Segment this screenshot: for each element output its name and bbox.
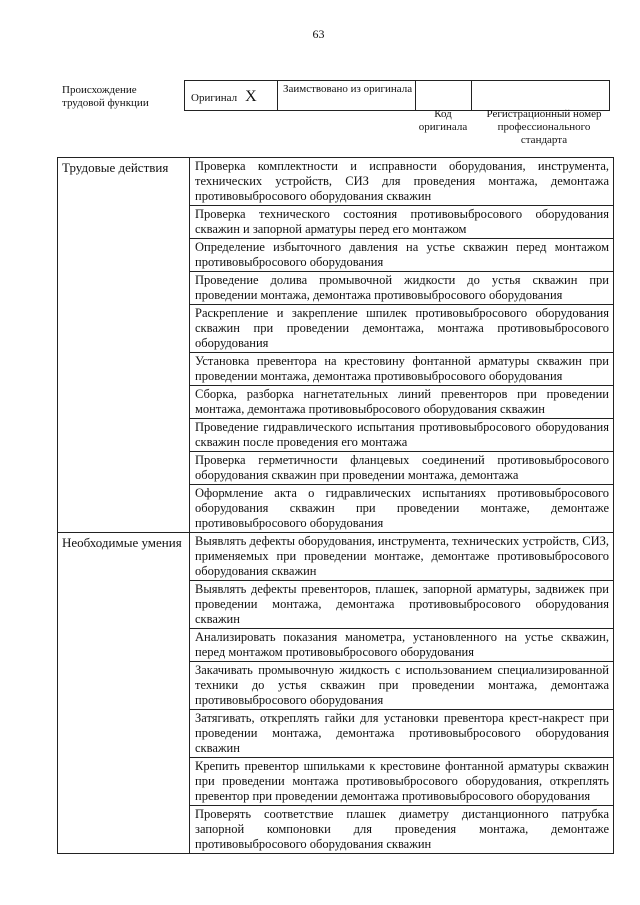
main-table (57, 157, 614, 854)
table-row: Крепить превентор шпильками к крестовине фонтанной арматуры скважин при проведении монтажа противовыбросового оборудования, откреплять превентор при проведении демонтажа противовыбросового оборудования (190, 758, 613, 806)
table-row: Анализировать показания манометра, установленного на устье скважин, перед монтажом противовыбросового оборудования (190, 629, 613, 662)
table-row: Установка превентора на крестовину фонтанной арматуры скважин при проведении монтажа, демонтажа противовыбросового оборудования (190, 353, 613, 386)
table-row: Выявлять дефекты оборудования, инструмента, технических устройств, СИЗ, применяемых при проведении монтаже, демонтаже противовыбросового оборудования скважин (190, 533, 613, 581)
table-row: Закачивать промывочную жидкость с использованием специализированной техники до устья скважин при проведении монтажа, демонтажа противовыбросового оборудования (190, 662, 613, 710)
table-row: Проведение гидравлического испытания противовыбросового оборудования скважин после проведения его монтажа (190, 419, 613, 452)
borrowed-cell: Заимствовано из оригинала (278, 81, 416, 110)
section-labor-actions (58, 158, 613, 533)
table-row: Затягивать, откреплять гайки для установки превентора крест-накрест при проведении монтажа, демонтажа противовыбросового оборудования скважин (190, 710, 613, 758)
table-row: Проверка технического состояния противовыбросового оборудования скважин и запорной арматуры перед его монтажом (190, 206, 613, 239)
origin-label: Происхождение трудовой функции (62, 84, 149, 109)
origin-box (184, 80, 610, 111)
table-row: Оформление акта о гидравлических испытаниях противовыбросового оборудования скважин при проведении монтаже, демонтаже противовыбросового оборудования (195, 486, 609, 530)
section-items (190, 158, 613, 532)
original-cell (185, 81, 278, 110)
reg-number-cell (472, 81, 609, 110)
code-cell (416, 81, 472, 110)
table-row: Раскрепление и закрепление шпилек противовыбросового оборудования скважин при проведении демонтажа, монтажа противовыбросового оборудования (190, 305, 613, 353)
original-label: Оригинал (191, 92, 238, 104)
code-caption: Код оригинала (418, 108, 468, 133)
section-label: Необходимые умения (58, 533, 190, 853)
section-label: Трудовые действия (58, 158, 190, 532)
table-row: Проверять соответствие плашек диаметру дистанционного патрубка запорной компоновки для проведения монтажа, демонтаже противовыбросового оборудования скважин (195, 807, 609, 851)
section-required-skills (58, 533, 613, 853)
reg-caption: Регистрационный номер профессионального стандарта (486, 108, 602, 146)
original-mark: X (245, 88, 257, 105)
table-row: Проведение долива промывочной жидкости до устья скважин при проведении монтажа, демонтажа противовыбросового оборудования (190, 272, 613, 305)
table-row: Сборка, разборка нагнетательных линий превенторов при проведении монтажа, демонтажа противовыбросового оборудования скважин (190, 386, 613, 419)
table-row: Проверка комплектности и исправности оборудования, инструмента, технических устройств, СИЗ для проведения монтажа, демонтажа противовыбросового оборудования скважин (190, 158, 613, 206)
table-row: Выявлять дефекты превенторов, плашек, запорной арматуры, задвижек при проведении монтажа, демонтажа противовыбросового оборудования скважин (190, 581, 613, 629)
table-row: Определение избыточного давления на устье скважин перед монтажом противовыбросового оборудования (190, 239, 613, 272)
section-items (190, 533, 613, 853)
page-number: 63 (312, 27, 325, 41)
table-row: Проверка герметичности фланцевых соединений противовыбросового оборудования скважин при проведении монтажа, демонтажа (190, 452, 613, 485)
